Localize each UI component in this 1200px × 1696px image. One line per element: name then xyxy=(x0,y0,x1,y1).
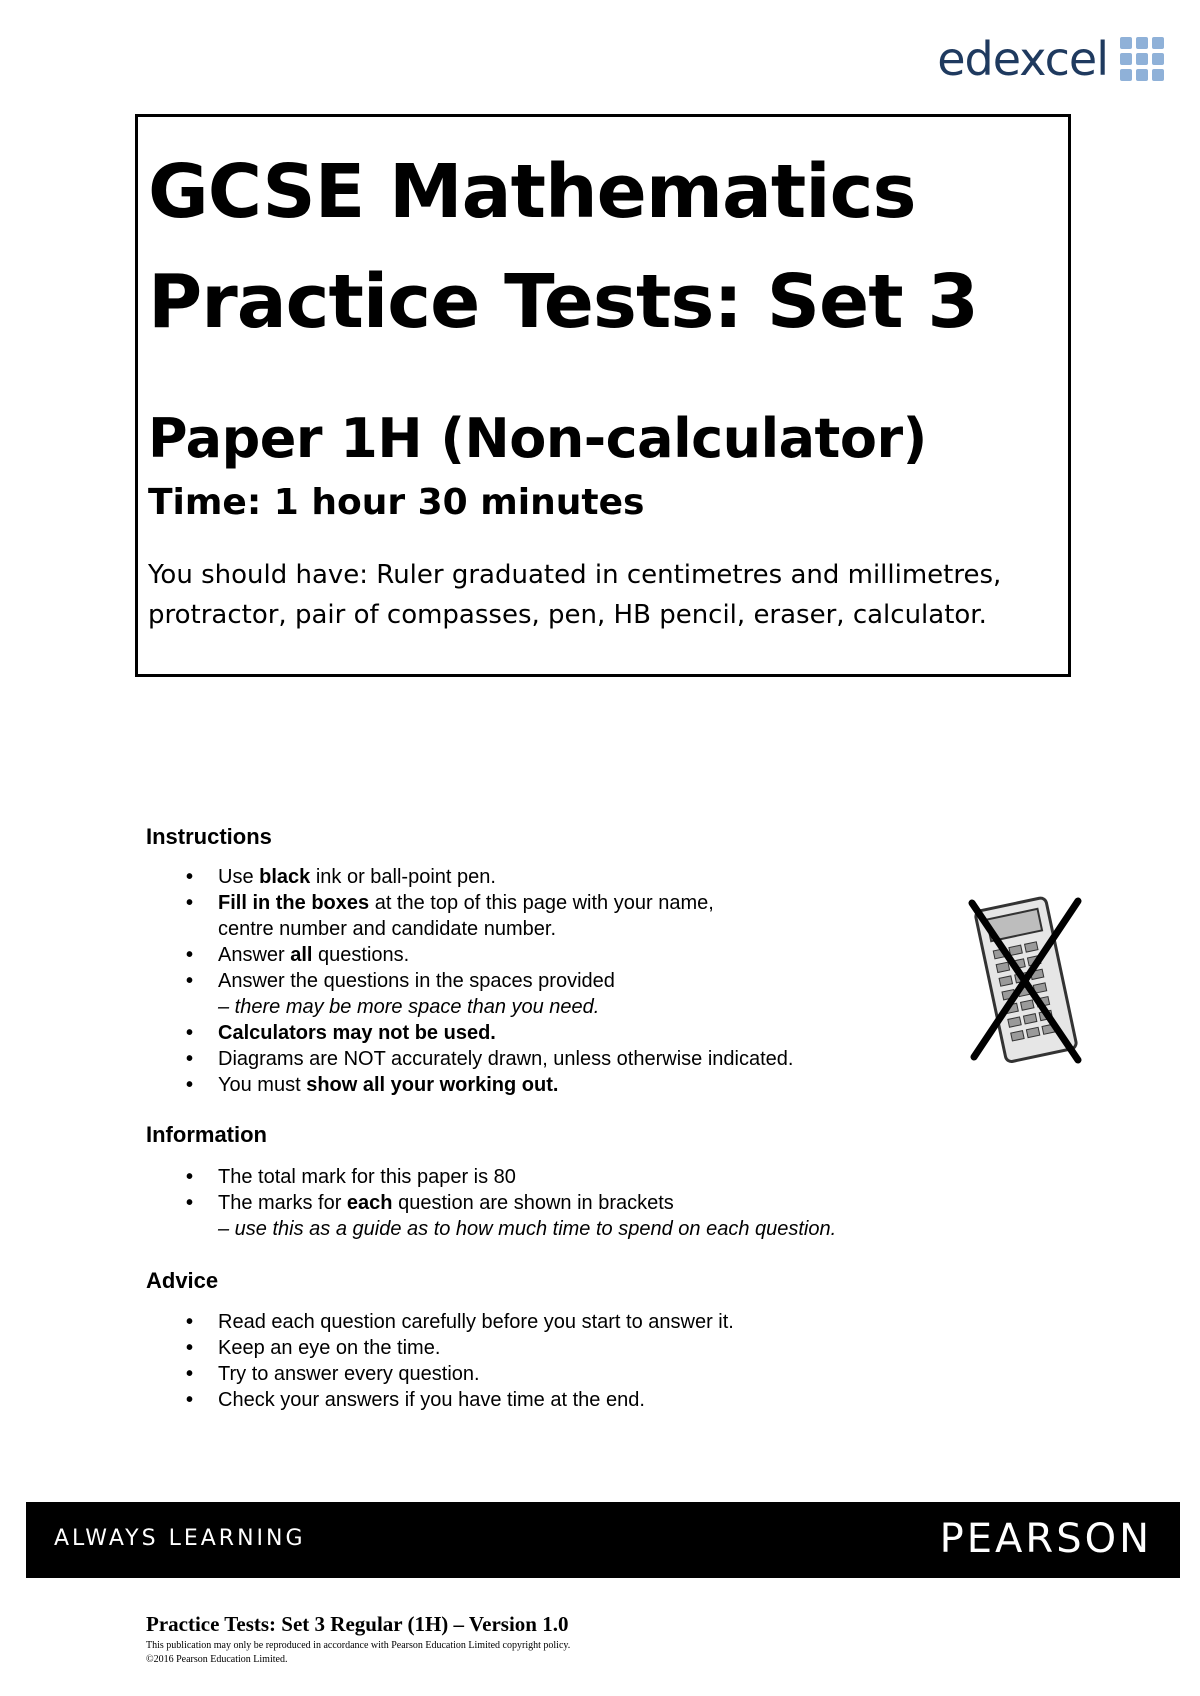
list-item: • Keep an eye on the time. xyxy=(186,1337,441,1359)
title-line-2: Practice Tests: Set 3 xyxy=(148,259,978,345)
bullet-icon: • xyxy=(186,1389,194,1411)
footer-title: Practice Tests: Set 3 Regular (1H) – Version 1.0 xyxy=(146,1612,569,1636)
list-item: • Use black ink or ball-point pen. xyxy=(186,866,496,888)
copyright-notice: ©2016 Pearson Education Limited. xyxy=(146,1654,288,1665)
bullet-icon: • xyxy=(186,970,194,992)
list-item: • You must show all your working out. xyxy=(186,1074,559,1096)
bullet-icon: • xyxy=(186,1337,194,1359)
list-item: • Diagrams are NOT accurately drawn, unless otherwise indicated. xyxy=(186,1048,794,1070)
list-item: • Try to answer every question. xyxy=(186,1363,480,1385)
time-allowed: Time: 1 hour 30 minutes xyxy=(148,482,645,523)
list-item: • The total mark for this paper is 80 xyxy=(186,1166,516,1188)
paper-title: Paper 1H (Non-calculator) xyxy=(148,407,927,470)
bullet-icon: • xyxy=(186,944,194,966)
list-item: • Check your answers if you have time at the end. xyxy=(186,1389,645,1411)
instructions-heading: Instructions xyxy=(146,824,272,849)
list-item: • Fill in the boxes at the top of this page with your name, centre number and candidate number. xyxy=(186,892,714,940)
bullet-icon: • xyxy=(186,892,194,914)
advice-heading: Advice xyxy=(146,1268,219,1293)
grid-dots-icon xyxy=(1120,37,1164,81)
information-list xyxy=(186,1164,986,1242)
title-line-1: GCSE Mathematics xyxy=(148,149,916,235)
pearson-band xyxy=(26,1502,1180,1578)
list-item: • Calculators may not be used. xyxy=(186,1022,496,1044)
copyright-policy: This publication may only be reproduced in accordance with Pearson Education Limited copyright policy. xyxy=(146,1640,571,1651)
bullet-icon: • xyxy=(186,1074,194,1096)
pearson-logo: PEARSON xyxy=(939,1516,1152,1562)
bullet-icon: • xyxy=(186,1192,194,1214)
bullet-icon: • xyxy=(186,1363,194,1385)
list-item: • The marks for each question are shown in brackets – use this as a guide as to how much time to spend on each question. xyxy=(186,1192,837,1240)
logo-text: edexcel xyxy=(937,32,1108,86)
equipment-note: You should have: Ruler graduated in centimetres and millimetres, protractor, pair of compasses, pen, HB pencil, eraser, calculator. xyxy=(148,560,1002,630)
bullet-icon: • xyxy=(186,1166,194,1188)
advice-list xyxy=(186,1309,926,1413)
list-item: • Answer all questions. xyxy=(186,944,410,966)
bullet-icon: • xyxy=(186,1048,194,1070)
edexcel-logo xyxy=(937,32,1164,86)
list-item: • Read each question carefully before you start to answer it. xyxy=(186,1311,734,1333)
list-item: • Answer the questions in the spaces provided – there may be more space than you need. xyxy=(186,970,615,1018)
always-learning-text: ALWAYS LEARNING xyxy=(54,1526,306,1551)
bullet-icon: • xyxy=(186,1311,194,1333)
bullet-icon: • xyxy=(186,866,194,888)
information-heading: Information xyxy=(146,1122,267,1147)
bullet-icon: • xyxy=(186,1022,194,1044)
title-box xyxy=(135,114,1071,677)
crossed-out-calculator-icon xyxy=(960,895,1090,1065)
instructions-list xyxy=(186,864,926,1098)
